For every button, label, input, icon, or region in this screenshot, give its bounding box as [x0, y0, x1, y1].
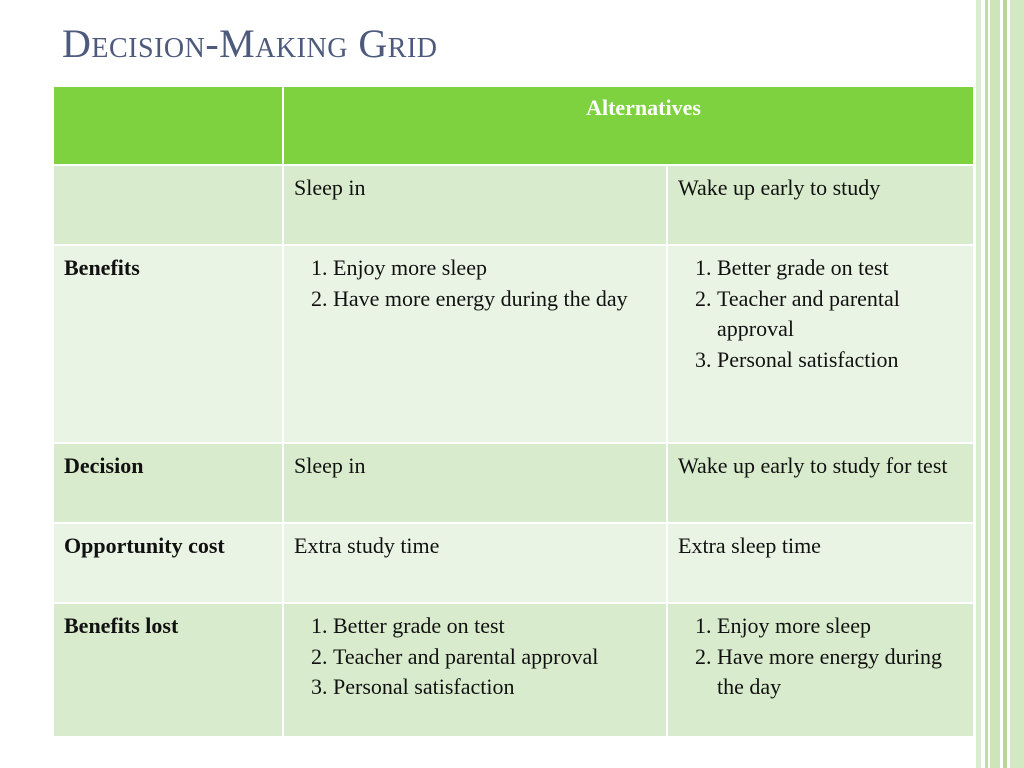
benefits-lost-option-2-list — [678, 611, 963, 703]
list-item: 1. Better grade on test — [717, 253, 963, 284]
benefits-lost-label: Benefits lost — [53, 603, 283, 737]
benefits-row — [53, 245, 974, 443]
benefits-option-2-cell — [667, 245, 974, 443]
options-corner-cell — [53, 165, 283, 245]
stripe — [1003, 0, 1007, 768]
options-row — [53, 165, 974, 245]
benefits-option-2-list — [678, 253, 963, 375]
list-item: 1. Better grade on test — [333, 611, 656, 642]
option-2-header: Wake up early to study — [667, 165, 974, 245]
header-row — [53, 86, 974, 165]
slide-title: Decision-Making Grid — [62, 21, 438, 66]
alternatives-header: Alternatives — [283, 86, 974, 165]
decision-option-1: Sleep in — [283, 443, 667, 523]
list-item: 2. Teacher and parental approval — [717, 284, 963, 345]
benefits-label: Benefits — [53, 245, 283, 443]
option-1-header: Sleep in — [283, 165, 667, 245]
benefits-lost-option-1-list — [294, 611, 656, 703]
opportunity-cost-option-1: Extra study time — [283, 523, 667, 603]
decision-row — [53, 443, 974, 523]
benefits-lost-option-2-cell — [667, 603, 974, 737]
benefits-option-1-cell — [283, 245, 667, 443]
decision-option-2: Wake up early to study for test — [667, 443, 974, 523]
list-item: 1. Enjoy more sleep — [333, 253, 656, 284]
list-item: 1. Enjoy more sleep — [717, 611, 963, 642]
decorative-side-stripes — [976, 0, 1024, 768]
list-item: 3. Personal satisfaction — [717, 345, 963, 376]
benefits-lost-row — [53, 603, 974, 737]
list-item: 3. Personal satisfaction — [333, 672, 656, 703]
list-item: 2. Teacher and parental approval — [333, 642, 656, 673]
opportunity-cost-label: Opportunity cost — [53, 523, 283, 603]
header-corner-cell — [53, 86, 283, 165]
decision-label: Decision — [53, 443, 283, 523]
benefits-lost-option-1-cell — [283, 603, 667, 737]
stripe — [976, 0, 981, 768]
stripe — [990, 0, 1000, 768]
stripe — [985, 0, 988, 768]
decision-grid-table — [52, 85, 975, 738]
list-item: 2. Have more energy during the day — [717, 642, 963, 703]
stripe — [1010, 0, 1024, 768]
opportunity-cost-row — [53, 523, 974, 603]
opportunity-cost-option-2: Extra sleep time — [667, 523, 974, 603]
benefits-option-1-list — [294, 253, 656, 314]
list-item: 2. Have more energy during the day — [333, 284, 656, 315]
